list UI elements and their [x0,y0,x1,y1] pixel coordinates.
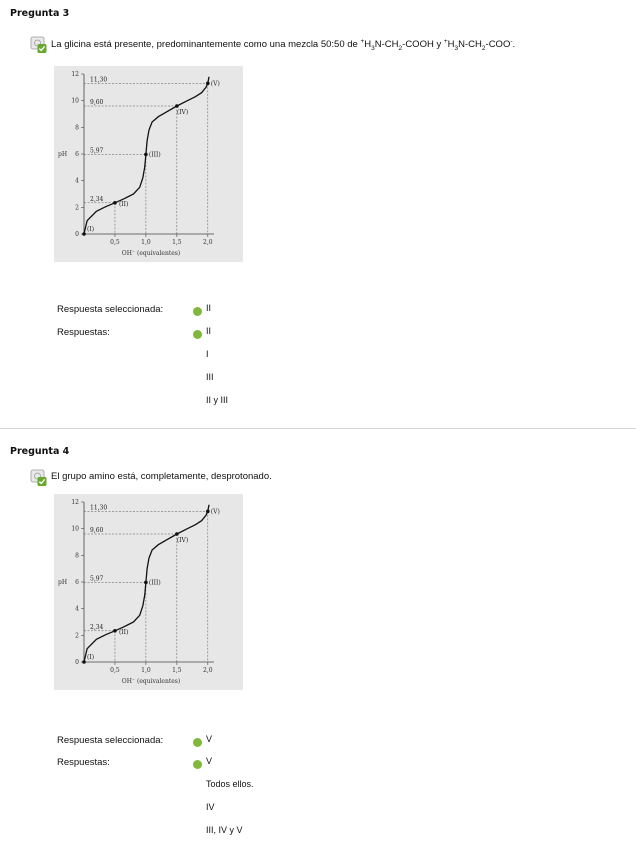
y-tick-label: 2 [75,204,79,212]
question-status-correct-icon [30,36,48,54]
y-tick-label: 0 [75,659,79,666]
x-tick-label: 2,0 [203,667,213,674]
titration-curve-figure [54,494,243,690]
y-axis-label: pH [58,151,68,158]
reference-value-label: 9,60 [90,527,104,534]
y-tick-label: 2 [75,632,79,640]
question-3-heading: Pregunta 3 [10,8,70,19]
y-tick-label: 10 [71,525,79,533]
answer-option: IV [206,802,215,812]
answers-label: Respuestas: [57,757,110,768]
titration-point [113,629,117,633]
y-tick-label: 6 [75,579,79,586]
answer-option: II y III [206,395,229,405]
point-label: (III) [148,579,161,587]
y-tick-label: 8 [75,552,79,560]
y-tick-label: 4 [75,605,79,613]
x-axis-label: OH⁻ (equivalentes) [121,678,181,685]
answer-option: III [206,372,214,382]
question-4-heading: Pregunta 4 [10,446,70,457]
question-4-statement: El grupo amino está, completamente, desprotonado. [51,471,272,482]
selected-answer-value: V [206,734,213,744]
y-tick-label: 12 [71,71,79,78]
y-axis-label: pH [58,579,68,586]
x-tick-label: 1,5 [172,239,182,246]
titration-point [206,510,210,514]
correct-check-icon [193,738,202,747]
titration-point [175,104,179,108]
point-label: (I) [87,654,95,661]
titration-curve-chart [54,66,243,262]
reference-value-label: 11,30 [90,504,108,512]
titration-point [82,232,86,236]
point-label: (II) [118,200,129,208]
selected-answer-label: Respuesta seleccionada: [57,304,164,315]
section-divider [0,428,636,429]
x-tick-label: 1,5 [172,667,182,674]
selected-answer-label: Respuesta seleccionada: [57,735,164,746]
selected-answer-value: II [206,303,212,313]
titration-point [144,153,148,157]
point-label: (IV) [176,109,189,116]
point-label: (III) [148,151,161,159]
answer-option: I [206,349,209,359]
titration-point [144,581,148,585]
answers-label: Respuestas: [57,327,110,338]
y-tick-label: 4 [75,177,79,185]
answer-option: III, IV y V [206,825,243,835]
correct-check-icon [193,330,202,339]
titration-point [175,532,179,536]
reference-value-label: 2,34 [90,623,104,631]
reference-value-label: 9,60 [90,99,104,106]
reference-value-label: 11,30 [90,76,108,84]
reference-value-label: 5,97 [90,575,104,583]
y-tick-label: 10 [71,97,79,105]
point-label: (I) [87,226,95,233]
x-tick-label: 0,5 [110,667,120,674]
correct-check-icon [193,307,202,316]
titration-point [113,201,117,205]
y-tick-label: 12 [71,499,79,506]
x-tick-label: 2,0 [203,239,213,246]
reference-value-label: 5,97 [90,147,104,155]
answer-option: V [206,756,213,766]
x-tick-label: 0,5 [110,239,120,246]
titration-curve-figure [54,66,243,262]
point-label: (II) [118,628,129,636]
y-tick-label: 0 [75,231,79,238]
titration-point [206,82,210,86]
question-3-statement: La glicina está presente, predominantemente como una mezcla 50:50 de $^+H_3N-CH_2$-COOH y $^+H_3N-CH_2-COO^-$. [51,38,516,53]
point-label: (V) [210,508,220,516]
titration-curve-chart [54,494,243,690]
point-label: (IV) [176,537,189,544]
y-tick-label: 6 [75,151,79,158]
reference-value-label: 2,34 [90,195,104,203]
titration-point [82,660,86,664]
x-tick-label: 1,0 [141,239,151,246]
answer-option: II [206,326,212,336]
correct-check-icon [193,760,202,769]
question-status-correct-icon [30,469,48,487]
y-tick-label: 8 [75,124,79,132]
x-tick-label: 1,0 [141,667,151,674]
answer-option: Todos ellos. [206,779,254,789]
x-axis-label: OH⁻ (equivalentes) [121,250,181,257]
point-label: (V) [210,80,220,88]
